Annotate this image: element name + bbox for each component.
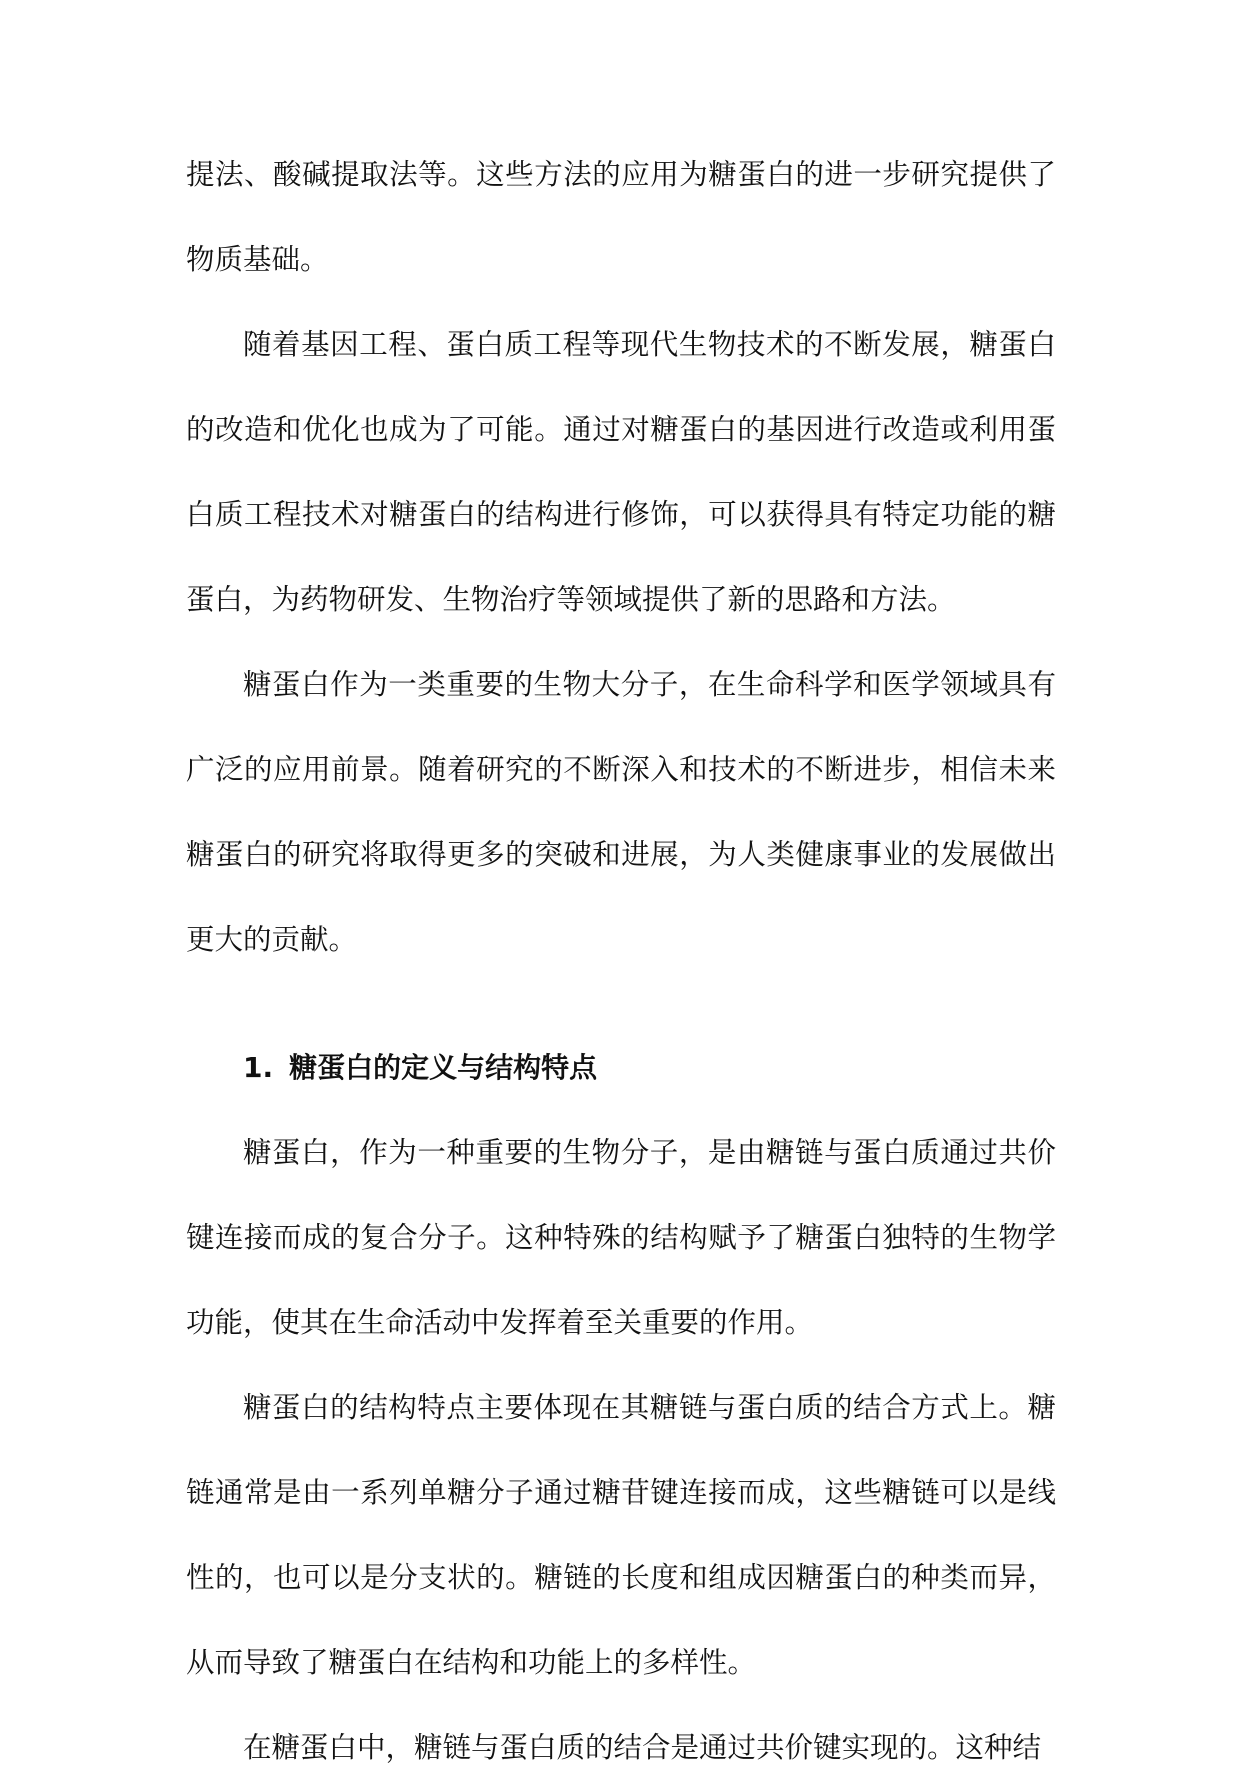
paragraph-definition: 糖蛋白，作为一种重要的生物分子，是由糖链与蛋白质通过共价键连接而成的复合分子。这种特殊的结构赋予了糖蛋白独特的生物学功能，使其在生命活动中发挥着至关重要的作用。 bbox=[186, 1136, 1056, 1339]
section-heading bbox=[186, 1025, 1056, 1110]
paragraph-prospects: 糖蛋白作为一类重要的生物大分子，在生命科学和医学领域具有广泛的应用前景。随着研究的不断深入和技术的不断进步，相信未来糖蛋白的研究将取得更多的突破和进展，为人类健康事业的发展做出更大的贡献。 bbox=[186, 668, 1056, 956]
section-title: 糖蛋白的定义与结构特点 bbox=[289, 1051, 598, 1084]
paragraph-continued: 提法、酸碱提取法等。这些方法的应用为糖蛋白的进一步研究提供了物质基础。 bbox=[186, 158, 1056, 276]
section-number: 1. bbox=[243, 1051, 274, 1084]
paragraph-covalent-bond: 在糖蛋白中，糖链与蛋白质的结合是通过共价键实现的。这种结 bbox=[243, 1731, 1042, 1764]
paragraph-structure: 糖蛋白的结构特点主要体现在其糖链与蛋白质的结合方式上。糖链通常是由一系列单糖分子通过糖苷键连接而成，这些糖链可以是线性的，也可以是分支状的。糖链的长度和组成因糖蛋白的种类而异，从而导致了糖蛋白在结构和功能上的多样性。 bbox=[186, 1391, 1056, 1679]
document-body bbox=[186, 132, 1056, 1790]
paragraph-genetic-engineering: 随着基因工程、蛋白质工程等现代生物技术的不断发展，糖蛋白的改造和优化也成为了可能。通过对糖蛋白的基因进行改造或利用蛋白质工程技术对糖蛋白的结构进行修饰，可以获得具有特定功能的糖蛋白，为药物研发、生物治疗等领域提供了新的思路和方法。 bbox=[186, 328, 1056, 616]
